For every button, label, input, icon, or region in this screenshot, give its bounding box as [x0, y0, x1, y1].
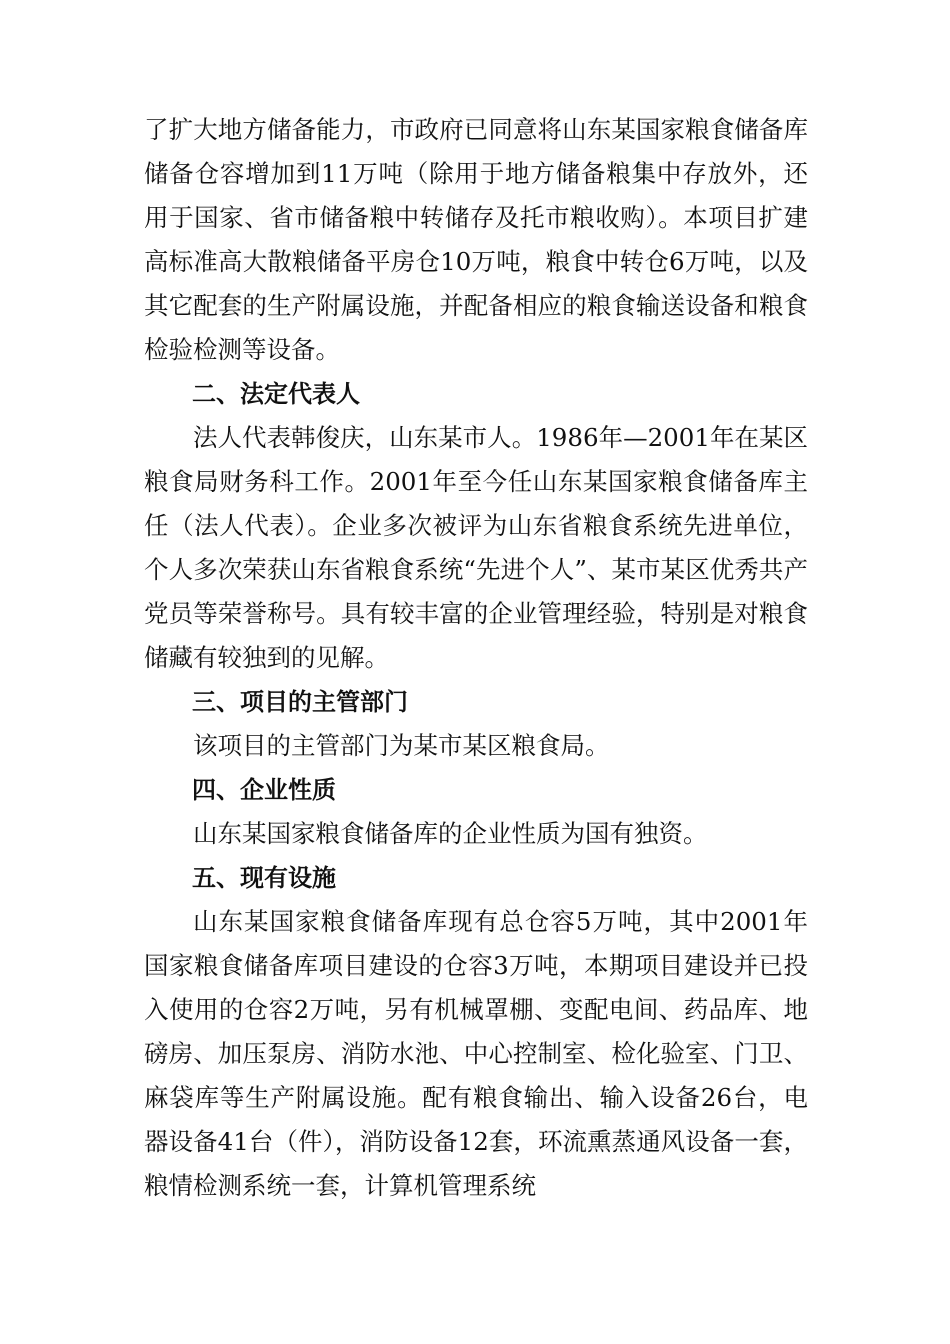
paragraph-continued: 了扩大地方储备能力，市政府已同意将山东某国家粮食储备库储备仓容增加到11万吨（除用于地方储备粮集中存放外，还用于国家、省市储备粮中转储存及托市粮收购）。本项目扩建高标准高大散粮储备平房仓10万吨，粮食中转仓6万吨，以及其它配套的生产附属设施，并配备相应的粮食输送设备和粮食检验检测等设备。 [144, 115, 808, 364]
section-heading-existing-facilities: 五、现有设施 [192, 864, 336, 892]
paragraph-supervising-department: 该项目的主管部门为某市某区粮食局。 [193, 731, 610, 760]
paragraph-legal-representative: 法人代表韩俊庆，山东某市人。1986年—2001年在某区粮食局财务科工作。2001年至今任山东某国家粮食储备库主任（法人代表）。企业多次被评为山东省粮食系统先进单位，个人多次荣获山东省粮食系统“先进个人”、某市某区优秀共产党员等荣誉称号。具有较丰富的企业管理经验，特别是对粮食储藏有较独到的见解。 [144, 423, 808, 672]
paragraph-enterprise-nature: 山东某国家粮食储备库的企业性质为国有独资。 [193, 819, 708, 848]
section-heading-supervising-department: 三、项目的主管部门 [192, 688, 408, 716]
section-heading-legal-representative: 二、法定代表人 [192, 380, 360, 408]
section-heading-enterprise-nature: 四、企业性质 [192, 776, 336, 804]
document-body [144, 108, 808, 1208]
paragraph-existing-facilities: 山东某国家粮食储备库现有总仓容5万吨，其中2001年国家粮食储备库项目建设的仓容3万吨，本期项目建设并已投入使用的仓容2万吨，另有机械罩棚、变配电间、药品库、地磅房、加压泵房、消防水池、中心控制室、检化验室、门卫、麻袋库等生产附属设施。配有粮食输出、输入设备26台，电器设备41台（件），消防设备12套，环流熏蒸通风设备一套，粮情检测系统一套，计算机管理系统 [144, 907, 808, 1200]
